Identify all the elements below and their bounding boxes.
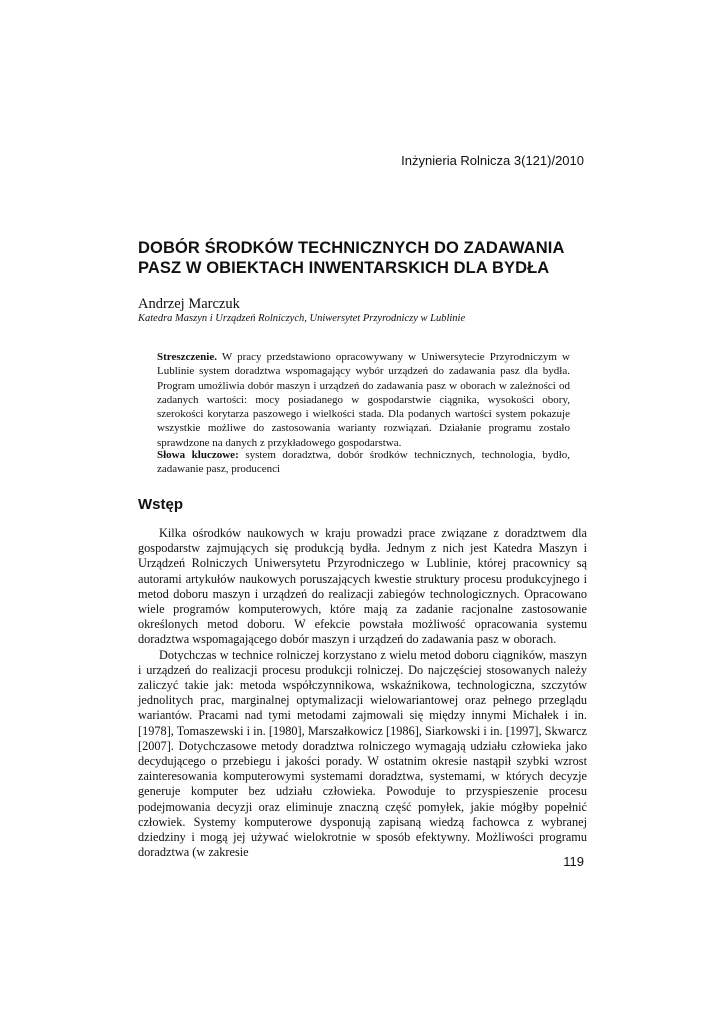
body-paragraph: Kilka ośrodków naukowych w kraju prowadzi prace związane z doradztwem dla gospodarstw zajmujących się produkcją bydła. Jednym z nich jest Katedra Maszyn i Urządzeń Rolniczych Uniwersytetu Przyrodniczego w Lublinie, której pracownicy są autorami artykułów naukowych poruszających kwestie struktury procesu produkcyjnego i metod doboru maszyn i urządzeń do realizacji zabiegów technologicznych. Opracowano wiele programów komputerowych, które mają za zadanie racjonalne zastosowanie określonych metod doboru. W efekcie powstała możliwość opracowania systemu doradztwa wspomagającego dobór maszyn i urządzeń do zadawania pasz w oborach. — [138, 526, 587, 647]
abstract-text: W pracy przedstawiono opracowywany w Uniwersytecie Przyrodniczym w Lublinie system doradztwa wspomagający wybór urządzeń do zadawania pasz dla bydła. Program umożliwia dobór maszyn i urządzeń do zadawania pasz w oborach w zależności od zadanych wartości: mocy posiadanego w gospodarstwie ciągnika, wysokości obory, szerokości korytarza paszowego i wielkości stada. Dla podanych wartości system pokazuje wszystkie możliwe do zastosowania warianty rozwiązań. Działanie programu zostało sprawdzone na danych z przykładowego gospodarstwa. — [157, 351, 570, 449]
body-paragraph: Dotychczas w technice rolniczej korzystano z wielu metod doboru ciągników, maszyn i urządzeń do realizacji procesu produkcji rolniczej. Do najczęściej stosowanych należy zaliczyć takie jak: metoda współczynnikowa, wskaźnikowa, technologiczna, szczytów jednolitych prac, marginalnej optymalizacji wielowariantowej oraz pełnego przeglądu wariantów. Pracami nad tymi metodami zajmowali się między innymi Michałek i in. [1978], Tomaszewski i in. [1980], Marszałkowicz [1986], Siarkowski i in. [1997], Skwarcz [2007]. Dotychczasowe metody doradztwa rolniczego wymagają udziału człowieka jako decydującego o przebiegu i jakości porady. W ostatnim okresie nastąpił szybki wzrost zainteresowania komputerowymi systemami doradztwa, systemami, w których decyzje generuje komputer bez udziału człowieka. Powoduje to przyspieszenie procesu podejmowania decyzji oraz eliminuje znaczną część pomyłek, jakie mógłby popełnić człowiek. Systemy komputerowe dysponują zapisaną wiedzą fachowca z wybranej dziedziny i mogą jej używać wielokrotnie w sposób efektywny. Możliwości programu doradztwa (w zakresie — [138, 647, 587, 860]
section-body — [138, 526, 587, 860]
author-name: Andrzej Marczuk — [138, 296, 240, 312]
title-line-2: PASZ W OBIEKTACH INWENTARSKICH DLA BYDŁA — [138, 259, 550, 277]
keywords-label: Słowa kluczowe: — [157, 449, 239, 461]
journal-header: Inżynieria Rolnicza 3(121)/2010 — [401, 153, 584, 168]
keywords-text: system doradztwa, dobór środków technicznych, technologia, bydło, zadawanie pasz, producenci — [157, 449, 571, 476]
section-heading: Wstęp — [138, 496, 183, 513]
abstract-label: Streszczenie. — [157, 351, 217, 363]
keywords — [157, 448, 570, 477]
page-number: 119 — [563, 854, 584, 869]
title-line-1: DOBÓR ŚRODKÓW TECHNICZNYCH DO ZADAWANIA — [138, 239, 565, 257]
abstract — [157, 350, 570, 450]
author-affiliation: Katedra Maszyn i Urządzeń Rolniczych, Uniwersytet Przyrodniczy w Lublinie — [138, 313, 466, 324]
article-title — [138, 238, 598, 278]
